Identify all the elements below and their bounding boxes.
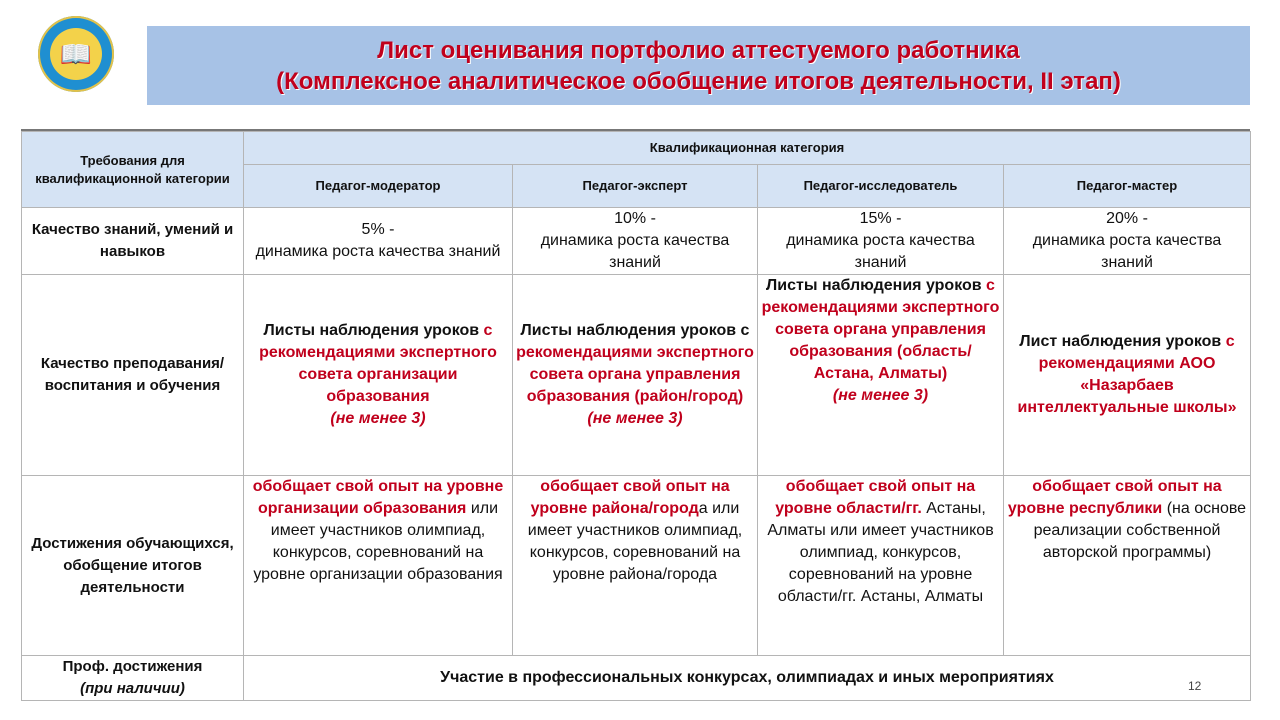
title-line-2: (Комплексное аналитическое обобщение итогов деятельности, II этап) (276, 67, 1121, 95)
page-number: 12 (1188, 679, 1202, 693)
teaching-moderator-black: Листы наблюдения уроков (263, 322, 480, 339)
teaching-moderator-red: с рекомендациями экспертного совета организации образования (259, 322, 497, 405)
achievements-moderator-red: обобщает свой опыт на уровне организации образования (252, 478, 504, 517)
pct-researcher: 15% - (859, 210, 902, 227)
cell-knowledge-researcher (758, 208, 1004, 275)
row-label-achievements: Достижения обучающихся, обобщение итогов деятельности (22, 476, 244, 656)
teaching-researcher-black: Листы наблюдения уроков (766, 277, 982, 294)
title-line-1: Лист оценивания портфолио аттестуемого работника (377, 36, 1020, 64)
achievements-master-text: (на основе реализации собственной авторской программы) (1033, 500, 1247, 561)
cell-achievements-expert (513, 476, 758, 656)
pct-moderator: 5% - (361, 221, 395, 238)
teaching-moderator-note: (не менее 3) (330, 410, 426, 427)
teaching-master-black: Лист наблюдения уроков (1019, 333, 1222, 350)
logo (38, 16, 114, 92)
cell-teaching-expert (513, 275, 758, 476)
header-category: Квалификационная категория (244, 132, 1251, 165)
table-header-row (22, 132, 1251, 165)
table-row-teaching (22, 275, 1251, 476)
teaching-researcher-note: (не менее 3) (832, 387, 929, 404)
pct-master: 20% - (1106, 210, 1148, 227)
cell-achievements-researcher (758, 476, 1004, 656)
table-row-achievements (22, 476, 1251, 656)
pct-expert: 10% - (614, 210, 656, 227)
cell-achievements-master (1004, 476, 1251, 656)
row-label-knowledge: Качество знаний, умений и навыков (22, 208, 244, 275)
text-master: динамика роста качества знаний (1032, 232, 1222, 271)
cell-knowledge-expert (513, 208, 758, 275)
cell-teaching-master (1004, 275, 1251, 476)
teaching-expert-black: Листы наблюдения уроков с (520, 322, 750, 339)
text-expert: динамика роста качества знаний (540, 232, 730, 271)
cell-teaching-moderator (244, 275, 513, 476)
achievements-expert-text: а или имеет участников олимпиад, конкурсов, соревнований на уровне района/города (527, 500, 743, 583)
header-expert: Педагог-эксперт (513, 165, 758, 208)
row-label-teaching: Качество преподавания/воспитания и обучения (22, 275, 244, 476)
teaching-expert-note: (не менее 3) (587, 410, 683, 427)
header-moderator: Педагог-модератор (244, 165, 513, 208)
header-researcher: Педагог-исследователь (758, 165, 1004, 208)
achievements-expert-red: обобщает свой опыт на уровне района/город (530, 478, 730, 517)
header-master: Педагог-мастер (1004, 165, 1251, 208)
cell-knowledge-master (1004, 208, 1251, 275)
text-moderator: динамика роста качества знаний (255, 243, 501, 260)
table-row-prof (22, 656, 1251, 701)
book-emblem-icon: 📖 (50, 28, 102, 80)
prof-label-note: (при наличии) (80, 680, 185, 697)
prof-label: Проф. достижения (62, 658, 203, 675)
header-requirements: Требования для квалификационной категории (22, 132, 244, 208)
cell-teaching-researcher (758, 275, 1004, 476)
achievements-researcher-red: обобщает свой опыт на уровне области/гг. (775, 478, 976, 517)
teaching-researcher-red: с рекомендациями экспертного совета органа управления образования (область/ Астана, Алматы) (761, 277, 1000, 382)
table-row-knowledge (22, 208, 1251, 275)
assessment-table (21, 131, 1251, 701)
row-label-prof (22, 656, 244, 701)
cell-prof-text: Участие в профессиональных конкурсах, олимпиадах и иных мероприятиях (244, 656, 1251, 701)
teaching-expert-red: рекомендациями экспертного совета органа управления образования (район/город) (516, 344, 754, 405)
achievements-moderator-text: или имеет участников олимпиад, конкурсов, соревнований на уровне организации образования (253, 500, 503, 583)
teaching-master-red: с рекомендациями АОО «Назарбаев интеллектуальные школы» (1017, 333, 1237, 416)
cell-achievements-moderator (244, 476, 513, 656)
title-banner (147, 26, 1250, 105)
achievements-researcher-text: Астаны, Алматы или имеет участников олимпиад, конкурсов, соревнований на уровне области/гг. Астаны, Алматы (767, 500, 994, 605)
text-researcher: динамика роста качества знаний (786, 232, 975, 271)
cell-knowledge-moderator (244, 208, 513, 275)
achievements-master-red: обобщает свой опыт на уровне республики (1007, 478, 1222, 517)
